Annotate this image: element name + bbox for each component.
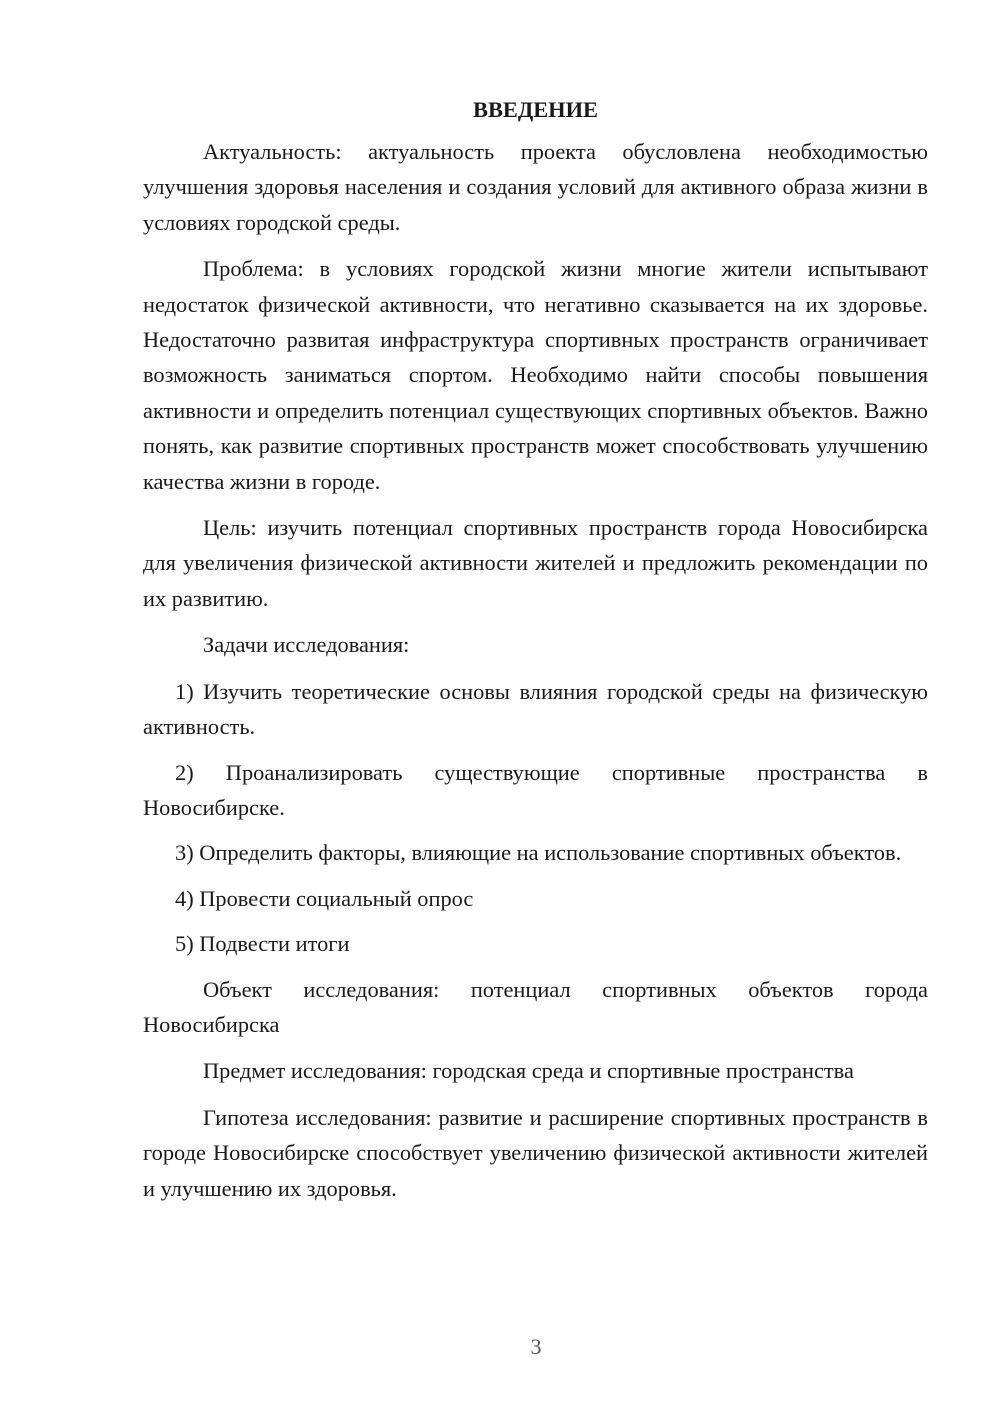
object-paragraph: Объект исследования: потенциал спортивных объектов города Новосибирска — [143, 976, 928, 1037]
hypothesis-paragraph: Гипотеза исследования: развитие и расширение спортивных пространств в городе Новосибирске способствует увеличению физической активности жителей и улучшению их здоровья. — [143, 1104, 928, 1201]
task-item-1: 1) Изучить теоретические основы влияния городской среды на физическую активность. — [143, 678, 928, 740]
problem-paragraph: Проблема: в условиях городской жизни многие жители испытывают недостаток физической активности, что негативно сказывается на их здоровье. Недостаточно развитая инфраструктура спортивных пространств ограничивает возможность заниматься спортом. Необходимо найти способы повышения активности и определить потенциал существующих спортивных объектов. Важно понять, как развитие спортивных пространств может способствовать улучшению качества жизни в городе. — [143, 256, 928, 494]
tasks-heading: Задачи исследования: — [203, 632, 410, 658]
subject-paragraph: Предмет исследования: городская среда и спортивные пространства — [203, 1058, 854, 1084]
relevance-paragraph: Актуальность: актуальность проекта обусловлена необходимостью улучшения здоровья населения и создания условий для активного образа жизни в условиях городской среды. — [143, 139, 928, 235]
task-item-2: 2) Проанализировать существующие спортивные пространства в Новосибирске. — [143, 759, 928, 820]
task-item-5: 5) Подвести итоги — [175, 931, 350, 957]
task-item-4: 4) Провести социальный опрос — [175, 885, 474, 911]
document-title: ВВЕДЕНИЕ — [473, 97, 598, 122]
task-item-3: 3) Определить факторы, влияющие на использование спортивных объектов. — [175, 840, 902, 866]
goal-paragraph: Цель: изучить потенциал спортивных пространств города Новосибирска для увеличения физической активности жителей и предложить рекомендации по их развитию. — [143, 515, 928, 611]
document-page — [143, 95, 928, 1217]
page-number: 3 — [530, 1334, 542, 1359]
